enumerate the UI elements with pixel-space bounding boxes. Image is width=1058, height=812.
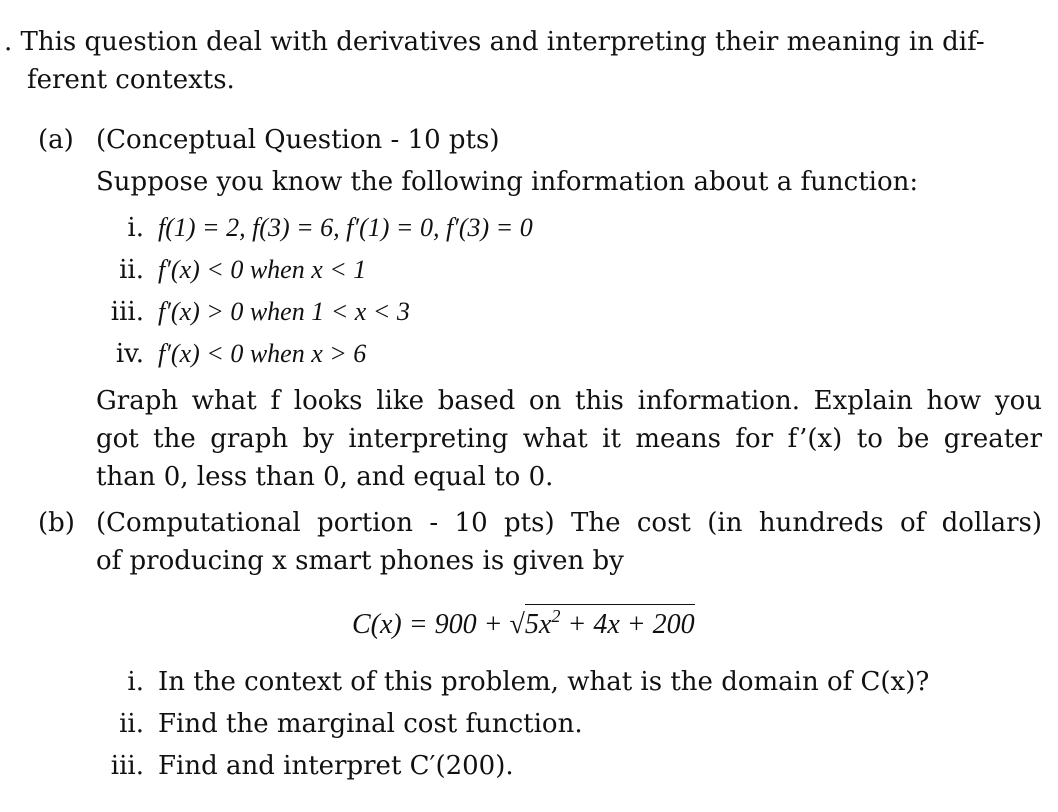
intro-line-1: . This question deal with derivatives and interpreting their meaning in dif- (4, 27, 985, 57)
part-a-item-3-text: f′(x) > 0 when 1 < x < 3 (158, 297, 410, 326)
part-a-lead: Suppose you know the following information about a function: (96, 167, 919, 197)
part-a-instructions-line-3: than 0, less than 0, and equal to 0. (96, 462, 554, 492)
radicand-exponent: 2 (551, 606, 561, 627)
part-a-label: (a) (38, 125, 74, 155)
part-a-item-1-text: f(1) = 2, f(3) = 6, f′(1) = 0, f′(3) = 0 (158, 213, 533, 242)
part-a-item-4-label: iv. (115, 339, 144, 369)
part-a-instructions-line-2: got the graph by interpreting what it means for f’(x) to be greater (96, 424, 1042, 454)
part-a-item-4-text: f′(x) < 0 when x > 6 (158, 339, 367, 368)
part-b-label: (b) (38, 508, 75, 538)
part-b-text-line-1: (Computational portion - 10 pts) The cost (in hundreds of dollars) (96, 508, 1042, 538)
part-b-item-3-label: iii. (110, 751, 144, 781)
part-b-item-3-text: Find and interpret C′(200). (158, 751, 514, 781)
part-a-item-2-label: ii. (119, 255, 144, 285)
radical-sign-icon: √ (509, 609, 525, 640)
part-b-item-2-label: ii. (119, 709, 144, 739)
part-a-item-3-label: iii. (110, 297, 144, 327)
part-a-title: (Conceptual Question - 10 pts) (96, 125, 500, 155)
part-b-item-1-text: In the context of this problem, what is the domain of C(x)? (158, 667, 930, 697)
part-b-text-line-2: of producing x smart phones is given by (96, 546, 624, 576)
part-a-item-2-text: f′(x) < 0 when x < 1 (158, 255, 367, 284)
radicand-term-1: 5x (524, 609, 552, 640)
square-root (510, 604, 695, 645)
part-a-item-1-label: i. (127, 213, 144, 243)
part-b-item-1-label: i. (127, 667, 144, 697)
cost-formula (352, 604, 695, 645)
formula-lhs: C(x) = 900 + (352, 609, 510, 640)
formula-radicand (525, 604, 695, 645)
part-b-item-2-text: Find the marginal cost function. (158, 709, 583, 739)
radicand-term-2: + 4x + 200 (560, 609, 695, 640)
part-a-instructions-line-1: Graph what f looks like based on this information. Explain how you (96, 386, 1042, 416)
intro-line-2: ferent contexts. (27, 65, 235, 95)
